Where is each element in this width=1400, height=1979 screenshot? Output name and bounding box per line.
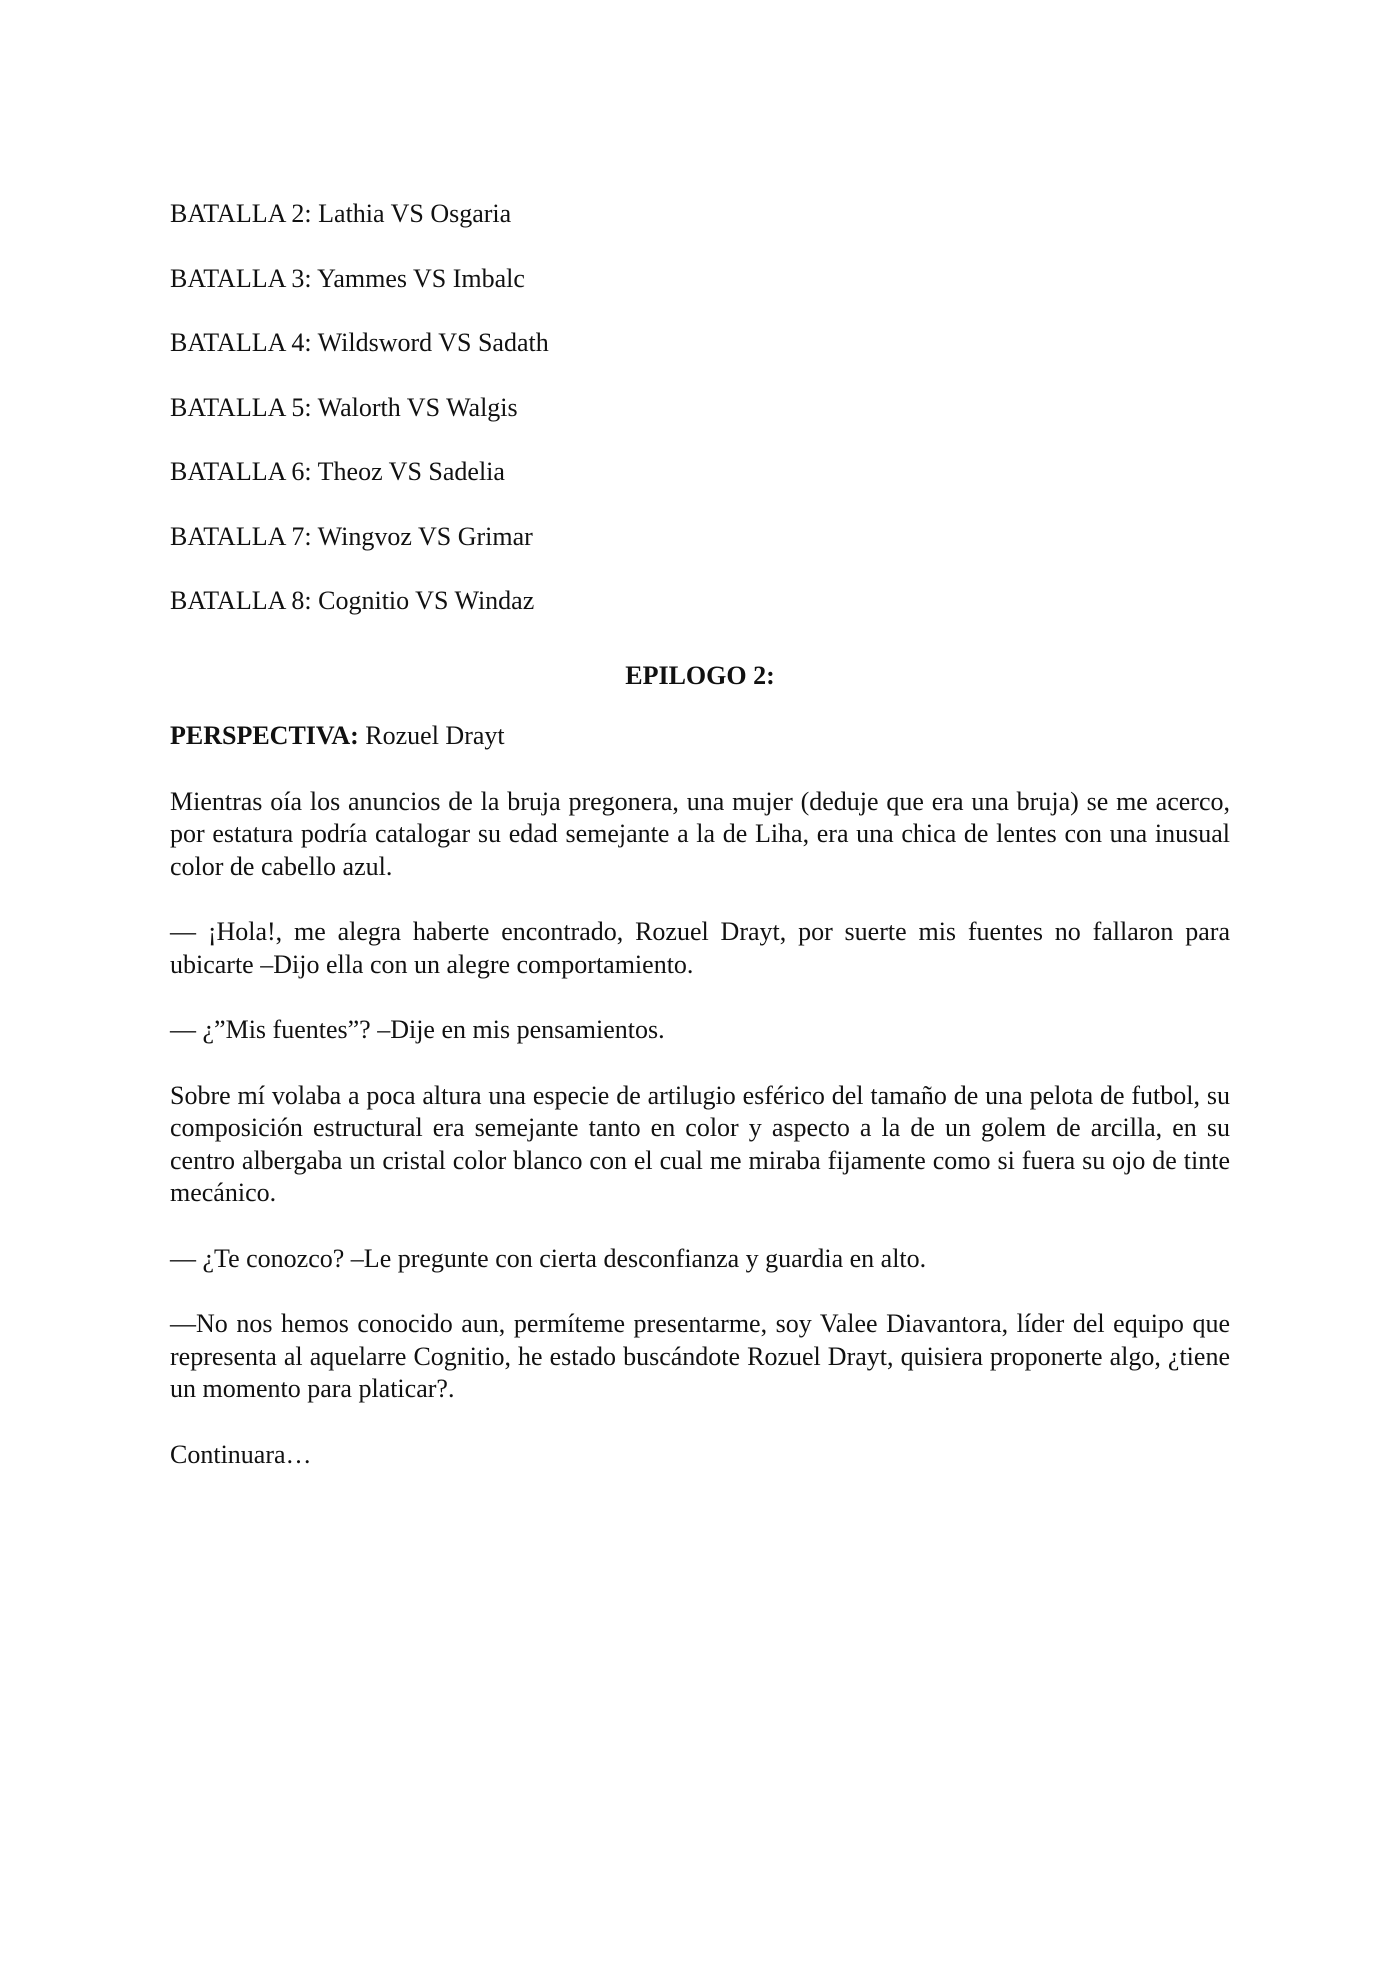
perspective-line — [170, 720, 1230, 753]
perspective-name: Rozuel Drayt — [365, 721, 505, 750]
dialogue-paragraph: — ¿”Mis fuentes”? –Dije en mis pensamientos. — [170, 1015, 665, 1044]
dialogue-paragraph: — ¿Te conozco? –Le pregunte con cierta desconfianza y guardia en alto. — [170, 1243, 927, 1273]
story-paragraph: Sobre mí volaba a poca altura una especie de artilugio esférico del tamaño de una pelota de futbol, su composición estructural era semejante tanto en color y aspecto a la de un golem de arcilla, en su centro albergaba un cristal color blanco con el cual me miraba fijamente como si fuera su ojo de tinte mecánico. — [170, 1080, 1230, 1207]
battle-line: BATALLA 5: Walorth VS Walgis — [170, 392, 518, 422]
perspective-label: PERSPECTIVA: — [170, 721, 359, 750]
page-content — [170, 198, 1230, 1471]
story-paragraph: Mientras oía los anuncios de la bruja pregonera, una mujer (deduje que era una bruja) se me acerco, por estatura podría catalogar su edad semejante a la de Liha, era una chica de lentes con una inusual color de cabello azul. — [170, 786, 1230, 881]
dialogue-paragraph: — ¡Hola!, me alegra haberte encontrado, Rozuel Drayt, por suerte mis fuentes no fallaron para ubicarte –Dijo ella con un alegre comportamiento. — [170, 917, 1230, 979]
battle-line: BATALLA 3: Yammes VS Imbalc — [170, 263, 525, 293]
closing-line: Continuara… — [170, 1439, 312, 1469]
battle-line: BATALLA 6: Theoz VS Sadelia — [170, 457, 505, 486]
battle-list — [170, 198, 1230, 618]
battle-line: BATALLA 7: Wingvoz VS Grimar — [170, 521, 533, 551]
dialogue-paragraph: —No nos hemos conocido aun, permíteme presentarme, soy Valee Diavantora, líder del equipo que representa al aquelarre Cognitio, he estado buscándote Rozuel Drayt, quisiera proponerte algo, ¿tiene un momento para platicar?. — [170, 1309, 1230, 1403]
epilogue-heading: EPILOGO 2: — [625, 660, 775, 690]
battle-line: BATALLA 4: Wildsword VS Sadath — [170, 328, 549, 357]
battle-line: BATALLA 8: Cognitio VS Windaz — [170, 586, 535, 615]
battle-line: BATALLA 2: Lathia VS Osgaria — [170, 199, 512, 228]
